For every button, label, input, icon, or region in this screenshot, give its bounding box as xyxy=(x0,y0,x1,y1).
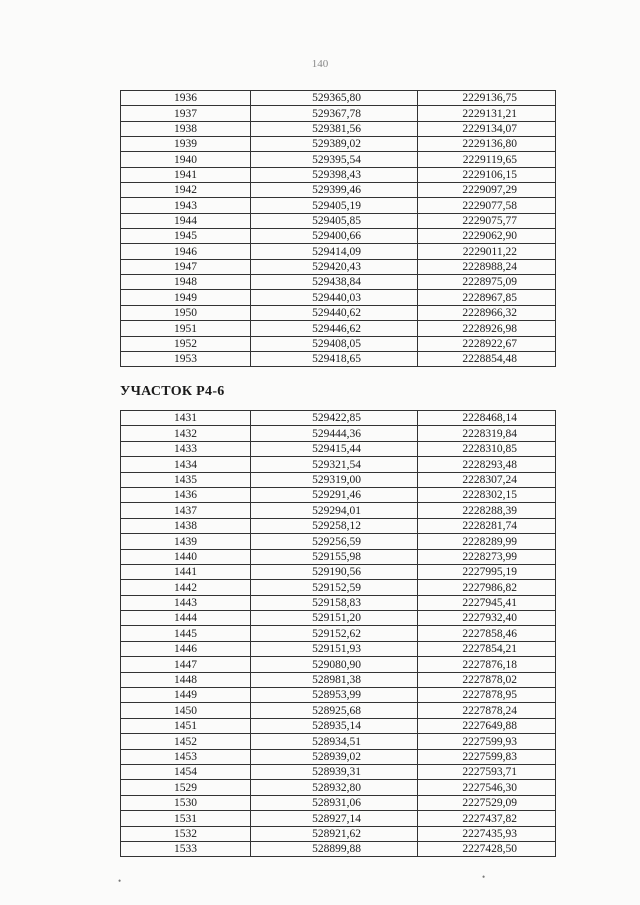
y-coordinate-cell: 2229119,65 xyxy=(418,152,556,167)
y-coordinate-cell: 2227878,95 xyxy=(418,688,556,703)
y-coordinate-cell: 2228302,15 xyxy=(418,487,556,502)
y-coordinate-cell: 2228319,84 xyxy=(418,426,556,441)
x-coordinate-cell: 528935,14 xyxy=(251,718,418,733)
section-heading: УЧАСТОК Р4-6 xyxy=(120,384,225,399)
point-number-cell: 1440 xyxy=(121,549,251,564)
point-number-cell: 1436 xyxy=(121,487,251,502)
y-coordinate-cell: 2227599,93 xyxy=(418,734,556,749)
x-coordinate-cell: 529321,54 xyxy=(251,457,418,472)
y-coordinate-cell: 2228468,14 xyxy=(418,411,556,426)
table-row xyxy=(121,734,556,749)
x-coordinate-cell: 529294,01 xyxy=(251,503,418,518)
y-coordinate-cell: 2227428,50 xyxy=(418,841,556,856)
y-coordinate-cell: 2227437,82 xyxy=(418,811,556,826)
x-coordinate-cell: 528899,88 xyxy=(251,841,418,856)
y-coordinate-cell: 2227986,82 xyxy=(418,580,556,595)
point-number-cell: 1447 xyxy=(121,657,251,672)
table-row xyxy=(121,564,556,579)
table-row xyxy=(121,351,556,366)
y-coordinate-cell: 2229075,77 xyxy=(418,213,556,228)
x-coordinate-cell: 529415,44 xyxy=(251,441,418,456)
x-coordinate-cell: 529440,03 xyxy=(251,290,418,305)
point-number-cell: 1444 xyxy=(121,611,251,626)
coordinates-table-1 xyxy=(120,90,556,367)
table-row xyxy=(121,229,556,244)
x-coordinate-cell: 528981,38 xyxy=(251,672,418,687)
x-coordinate-cell: 528953,99 xyxy=(251,688,418,703)
point-number-cell: 1953 xyxy=(121,351,251,366)
point-number-cell: 1943 xyxy=(121,198,251,213)
table-row xyxy=(121,718,556,733)
x-coordinate-cell: 529190,56 xyxy=(251,564,418,579)
y-coordinate-cell: 2228289,99 xyxy=(418,534,556,549)
point-number-cell: 1945 xyxy=(121,229,251,244)
y-coordinate-cell: 2228307,24 xyxy=(418,472,556,487)
x-coordinate-cell: 529365,80 xyxy=(251,91,418,106)
point-number-cell: 1952 xyxy=(121,336,251,351)
y-coordinate-cell: 2227878,24 xyxy=(418,703,556,718)
coordinates-table-1-body xyxy=(121,91,556,367)
point-number-cell: 1431 xyxy=(121,411,251,426)
x-coordinate-cell: 529381,56 xyxy=(251,121,418,136)
table-row xyxy=(121,641,556,656)
table-row xyxy=(121,688,556,703)
x-coordinate-cell: 529152,59 xyxy=(251,580,418,595)
table-row xyxy=(121,749,556,764)
x-coordinate-cell: 529291,46 xyxy=(251,487,418,502)
x-coordinate-cell: 528934,51 xyxy=(251,734,418,749)
point-number-cell: 1438 xyxy=(121,518,251,533)
table-row xyxy=(121,764,556,779)
table-row xyxy=(121,167,556,182)
point-number-cell: 1942 xyxy=(121,183,251,198)
x-coordinate-cell: 529080,90 xyxy=(251,657,418,672)
y-coordinate-cell: 2228967,85 xyxy=(418,290,556,305)
y-coordinate-cell: 2229136,75 xyxy=(418,91,556,106)
x-coordinate-cell: 529389,02 xyxy=(251,137,418,152)
point-number-cell: 1442 xyxy=(121,580,251,595)
x-coordinate-cell: 528939,31 xyxy=(251,764,418,779)
y-coordinate-cell: 2227546,30 xyxy=(418,780,556,795)
x-coordinate-cell: 529418,65 xyxy=(251,351,418,366)
table-row xyxy=(121,703,556,718)
x-coordinate-cell: 529155,98 xyxy=(251,549,418,564)
y-coordinate-cell: 2227854,21 xyxy=(418,641,556,656)
table-row xyxy=(121,121,556,136)
y-coordinate-cell: 2229077,58 xyxy=(418,198,556,213)
y-coordinate-cell: 2228288,39 xyxy=(418,503,556,518)
x-coordinate-cell: 529319,00 xyxy=(251,472,418,487)
x-coordinate-cell: 529422,85 xyxy=(251,411,418,426)
point-number-cell: 1529 xyxy=(121,780,251,795)
x-coordinate-cell: 529399,46 xyxy=(251,183,418,198)
y-coordinate-cell: 2227435,93 xyxy=(418,826,556,841)
point-number-cell: 1937 xyxy=(121,106,251,121)
table-row xyxy=(121,518,556,533)
point-number-cell: 1532 xyxy=(121,826,251,841)
point-number-cell: 1946 xyxy=(121,244,251,259)
y-coordinate-cell: 2228975,09 xyxy=(418,275,556,290)
point-number-cell: 1453 xyxy=(121,749,251,764)
x-coordinate-cell: 529414,09 xyxy=(251,244,418,259)
x-coordinate-cell: 528927,14 xyxy=(251,811,418,826)
y-coordinate-cell: 2227529,09 xyxy=(418,795,556,810)
table-row xyxy=(121,595,556,610)
table-row xyxy=(121,91,556,106)
point-number-cell: 1948 xyxy=(121,275,251,290)
y-coordinate-cell: 2227878,02 xyxy=(418,672,556,687)
y-coordinate-cell: 2229134,07 xyxy=(418,121,556,136)
table-row xyxy=(121,411,556,426)
x-coordinate-cell: 529152,62 xyxy=(251,626,418,641)
table-row xyxy=(121,795,556,810)
y-coordinate-cell: 2227932,40 xyxy=(418,611,556,626)
table-row xyxy=(121,841,556,856)
y-coordinate-cell: 2227995,19 xyxy=(418,564,556,579)
point-number-cell: 1454 xyxy=(121,764,251,779)
table-row xyxy=(121,290,556,305)
table-row xyxy=(121,213,556,228)
table-row xyxy=(121,611,556,626)
x-coordinate-cell: 528931,06 xyxy=(251,795,418,810)
y-coordinate-cell: 2228273,99 xyxy=(418,549,556,564)
table-row xyxy=(121,580,556,595)
x-coordinate-cell: 528932,80 xyxy=(251,780,418,795)
x-coordinate-cell: 529400,66 xyxy=(251,229,418,244)
point-number-cell: 1951 xyxy=(121,321,251,336)
point-number-cell: 1449 xyxy=(121,688,251,703)
table-row xyxy=(121,305,556,320)
table-row xyxy=(121,487,556,502)
x-coordinate-cell: 529398,43 xyxy=(251,167,418,182)
x-coordinate-cell: 529438,84 xyxy=(251,275,418,290)
y-coordinate-cell: 2228281,74 xyxy=(418,518,556,533)
coordinates-table-2 xyxy=(120,410,556,857)
x-coordinate-cell: 529405,85 xyxy=(251,213,418,228)
y-coordinate-cell: 2228926,98 xyxy=(418,321,556,336)
point-number-cell: 1530 xyxy=(121,795,251,810)
table-row xyxy=(121,441,556,456)
point-number-cell: 1531 xyxy=(121,811,251,826)
table-row xyxy=(121,106,556,121)
point-number-cell: 1433 xyxy=(121,441,251,456)
table-row xyxy=(121,198,556,213)
point-number-cell: 1940 xyxy=(121,152,251,167)
point-number-cell: 1949 xyxy=(121,290,251,305)
y-coordinate-cell: 2229011,22 xyxy=(418,244,556,259)
y-coordinate-cell: 2227945,41 xyxy=(418,595,556,610)
table-row xyxy=(121,426,556,441)
table-row xyxy=(121,626,556,641)
table-row xyxy=(121,811,556,826)
point-number-cell: 1435 xyxy=(121,472,251,487)
point-number-cell: 1941 xyxy=(121,167,251,182)
table-row xyxy=(121,259,556,274)
point-number-cell: 1452 xyxy=(121,734,251,749)
table-row xyxy=(121,321,556,336)
x-coordinate-cell: 529440,62 xyxy=(251,305,418,320)
y-coordinate-cell: 2229131,21 xyxy=(418,106,556,121)
y-coordinate-cell: 2228293,48 xyxy=(418,457,556,472)
point-number-cell: 1448 xyxy=(121,672,251,687)
y-coordinate-cell: 2229062,90 xyxy=(418,229,556,244)
x-coordinate-cell: 528939,02 xyxy=(251,749,418,764)
table-row xyxy=(121,244,556,259)
table-row xyxy=(121,336,556,351)
point-number-cell: 1950 xyxy=(121,305,251,320)
page-number: 140 xyxy=(311,58,329,70)
y-coordinate-cell: 2229097,29 xyxy=(418,183,556,198)
table-row xyxy=(121,152,556,167)
table-row xyxy=(121,534,556,549)
y-coordinate-cell: 2228854,48 xyxy=(418,351,556,366)
point-number-cell: 1432 xyxy=(121,426,251,441)
x-coordinate-cell: 529258,12 xyxy=(251,518,418,533)
x-coordinate-cell: 529256,59 xyxy=(251,534,418,549)
y-coordinate-cell: 2227593,71 xyxy=(418,764,556,779)
scan-artifact: • xyxy=(482,872,486,882)
y-coordinate-cell: 2228922,67 xyxy=(418,336,556,351)
point-number-cell: 1936 xyxy=(121,91,251,106)
point-number-cell: 1437 xyxy=(121,503,251,518)
x-coordinate-cell: 529444,36 xyxy=(251,426,418,441)
x-coordinate-cell: 529158,83 xyxy=(251,595,418,610)
x-coordinate-cell: 529151,93 xyxy=(251,641,418,656)
point-number-cell: 1939 xyxy=(121,137,251,152)
table-row xyxy=(121,503,556,518)
y-coordinate-cell: 2228310,85 xyxy=(418,441,556,456)
scan-artifact: • xyxy=(118,876,122,886)
y-coordinate-cell: 2229136,80 xyxy=(418,137,556,152)
point-number-cell: 1434 xyxy=(121,457,251,472)
table-row xyxy=(121,549,556,564)
x-coordinate-cell: 528925,68 xyxy=(251,703,418,718)
table-row xyxy=(121,183,556,198)
table-row xyxy=(121,672,556,687)
y-coordinate-cell: 2227649,88 xyxy=(418,718,556,733)
point-number-cell: 1947 xyxy=(121,259,251,274)
coordinates-table-2-body xyxy=(121,411,556,857)
y-coordinate-cell: 2228988,24 xyxy=(418,259,556,274)
point-number-cell: 1445 xyxy=(121,626,251,641)
y-coordinate-cell: 2227858,46 xyxy=(418,626,556,641)
point-number-cell: 1533 xyxy=(121,841,251,856)
table-row xyxy=(121,472,556,487)
y-coordinate-cell: 2228966,32 xyxy=(418,305,556,320)
y-coordinate-cell: 2229106,15 xyxy=(418,167,556,182)
y-coordinate-cell: 2227876,18 xyxy=(418,657,556,672)
point-number-cell: 1441 xyxy=(121,564,251,579)
x-coordinate-cell: 529367,78 xyxy=(251,106,418,121)
x-coordinate-cell: 529405,19 xyxy=(251,198,418,213)
table-row xyxy=(121,826,556,841)
table-row xyxy=(121,780,556,795)
point-number-cell: 1446 xyxy=(121,641,251,656)
y-coordinate-cell: 2227599,83 xyxy=(418,749,556,764)
x-coordinate-cell: 528921,62 xyxy=(251,826,418,841)
point-number-cell: 1451 xyxy=(121,718,251,733)
x-coordinate-cell: 529395,54 xyxy=(251,152,418,167)
point-number-cell: 1439 xyxy=(121,534,251,549)
x-coordinate-cell: 529446,62 xyxy=(251,321,418,336)
x-coordinate-cell: 529151,20 xyxy=(251,611,418,626)
x-coordinate-cell: 529420,43 xyxy=(251,259,418,274)
table-row xyxy=(121,137,556,152)
point-number-cell: 1944 xyxy=(121,213,251,228)
table-row xyxy=(121,275,556,290)
table-row xyxy=(121,457,556,472)
table-row xyxy=(121,657,556,672)
point-number-cell: 1443 xyxy=(121,595,251,610)
point-number-cell: 1450 xyxy=(121,703,251,718)
point-number-cell: 1938 xyxy=(121,121,251,136)
x-coordinate-cell: 529408,05 xyxy=(251,336,418,351)
